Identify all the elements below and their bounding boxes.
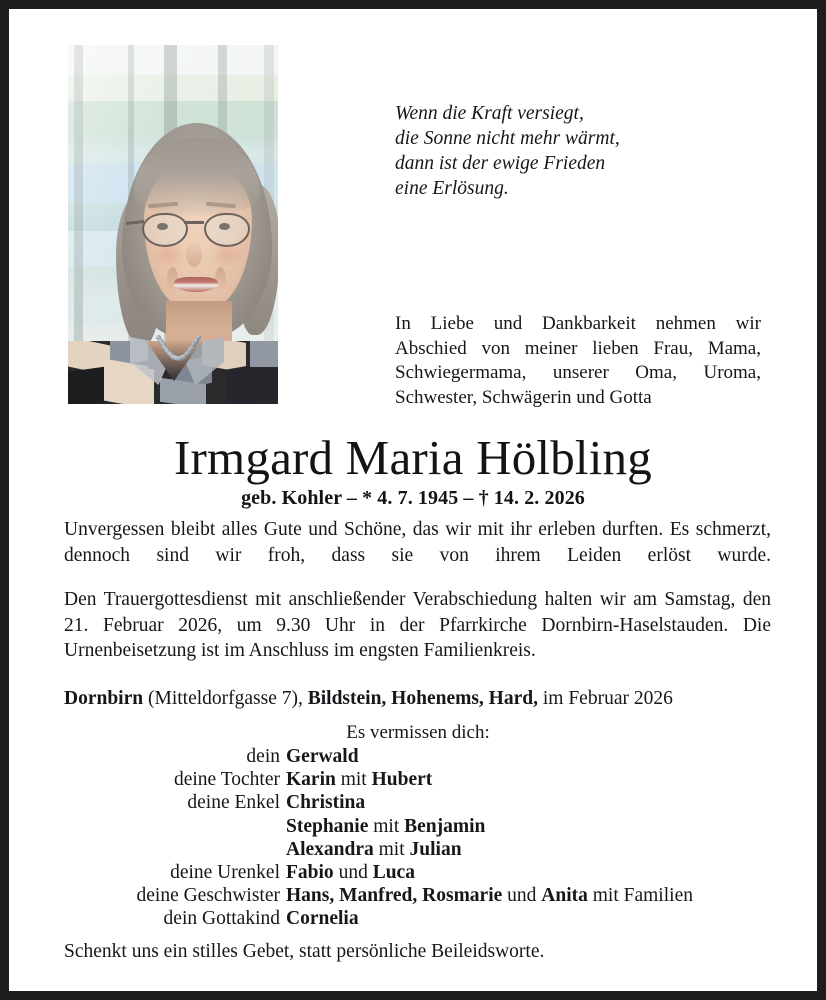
mourners-list: [9, 721, 817, 931]
mourner-row: [9, 768, 817, 791]
mourner-name: Hans, Manfred, Rosmarie: [286, 885, 503, 907]
mourner-name: Stephanie: [286, 815, 369, 837]
mourner-names: [286, 745, 817, 768]
mourner-relation: deine Enkel: [187, 792, 280, 814]
mourner-names: [286, 861, 817, 884]
places-other: Bildstein, Hohenems, Hard,: [307, 687, 538, 709]
mourner-name: Karin: [286, 769, 336, 791]
mourners-heading: Es vermissen dich:: [346, 722, 490, 743]
mourner-rows: [9, 745, 817, 931]
mourner-relation: deine Geschwister: [136, 885, 280, 907]
mourner-name: Cornelia: [286, 908, 359, 930]
body-column: [64, 517, 771, 711]
mourner-conjunction: und: [333, 862, 373, 884]
poem-line: Wenn die Kraft versiegt,: [395, 103, 584, 124]
mourner-relation: deine Urenkel: [170, 862, 280, 884]
glasses-bridge: [184, 221, 204, 224]
header-block: [9, 9, 817, 408]
funeral-service-paragraph: Den Trauergottesdienst mit anschließender Verabschiedung halten wir am Samstag, den 21. Februar 2026, um 9.30 Uhr in der Pfarrkirche Dornbirn-Haselstauden. Die Urnenbeisetzung ist im Anschluss im engsten Familienkreis.: [64, 589, 771, 661]
mourner-relation: dein: [246, 746, 280, 767]
mourner-name: Christina: [286, 792, 366, 814]
mourner-names: [286, 907, 817, 930]
notice-sheet: [9, 9, 817, 991]
portrait-photo: [68, 45, 278, 404]
closing-request: Schenkt uns ein stilles Gebet, statt persönliche Beileidsworte.: [64, 941, 545, 962]
pearl-necklace: [156, 333, 196, 373]
nose: [186, 241, 202, 267]
memorial-poem: [395, 101, 620, 201]
mourner-name: Alexandra: [286, 838, 374, 860]
birth-death-dates: geb. Kohler – * 4. 7. 1945 – † 14. 2. 2026: [241, 487, 585, 509]
mourner-names: [286, 791, 817, 814]
necklace-bead: [196, 335, 201, 340]
places-line: [64, 686, 771, 712]
poem-line: eine Erlösung.: [395, 178, 509, 199]
blouse-patch: [68, 366, 108, 404]
mourner-names: [286, 838, 817, 861]
place-dornbirn: Dornbirn: [64, 687, 144, 709]
mourner-relation: deine Tochter: [173, 769, 280, 791]
mourner-name: Luca: [372, 862, 415, 884]
poem-line: dann ist der ewige Frieden: [395, 153, 606, 174]
place-address: (Mitteldorfgasse 7),: [143, 687, 308, 709]
mourner-conjunction: mit Familien: [587, 885, 693, 907]
neck-shadow: [166, 301, 232, 331]
mourner-names: [286, 884, 817, 907]
mourner-relation: [9, 815, 286, 838]
mourner-names: [286, 815, 817, 838]
mourner-name: Julian: [409, 838, 462, 860]
mouth: [174, 277, 218, 292]
dedication-text: In Liebe und Dankbarkeit nehmen wir Abschied von meiner lieben Frau, Mama, Schwiegermama, unserer Oma, Uroma, Schwester, Schwägerin und Gotta: [395, 313, 761, 408]
blouse-patch: [250, 341, 278, 367]
mourner-row: [9, 745, 817, 768]
mourner-conjunction: mit: [335, 769, 372, 791]
mourner-conjunction: mit: [373, 838, 410, 860]
smile-line-right: [215, 267, 226, 291]
mourner-names: [286, 768, 817, 791]
mourner-row: [9, 838, 817, 861]
mourner-row: [9, 884, 817, 907]
remembrance-paragraph: Unvergessen bleibt alles Gute und Schöne, das wir mit ihr erleben durften. Es schmerzt, dennoch sind wir froh, dass sie von ihrem Leiden erlöst wurde.: [64, 519, 771, 566]
mourner-relation: dein Gottakind: [163, 908, 280, 930]
mourner-name: Benjamin: [404, 815, 486, 837]
mourner-conjunction: mit: [368, 815, 405, 837]
mourner-name: Anita: [541, 885, 588, 907]
deceased-name: Irmgard Maria Hölbling: [174, 430, 652, 485]
mourner-name: Hubert: [371, 769, 433, 791]
mourner-row: [9, 791, 817, 814]
poem-line: die Sonne nicht mehr wärmt,: [395, 128, 620, 149]
mourner-relation: [9, 838, 286, 861]
notice-date: im Februar 2026: [537, 687, 673, 709]
mourner-row: [9, 907, 817, 930]
mourner-row: [9, 861, 817, 884]
mourner-row: [9, 815, 817, 838]
mourner-name: Gerwald: [286, 746, 359, 767]
mourner-conjunction: und: [502, 885, 542, 907]
mourner-name: Fabio: [286, 862, 334, 884]
